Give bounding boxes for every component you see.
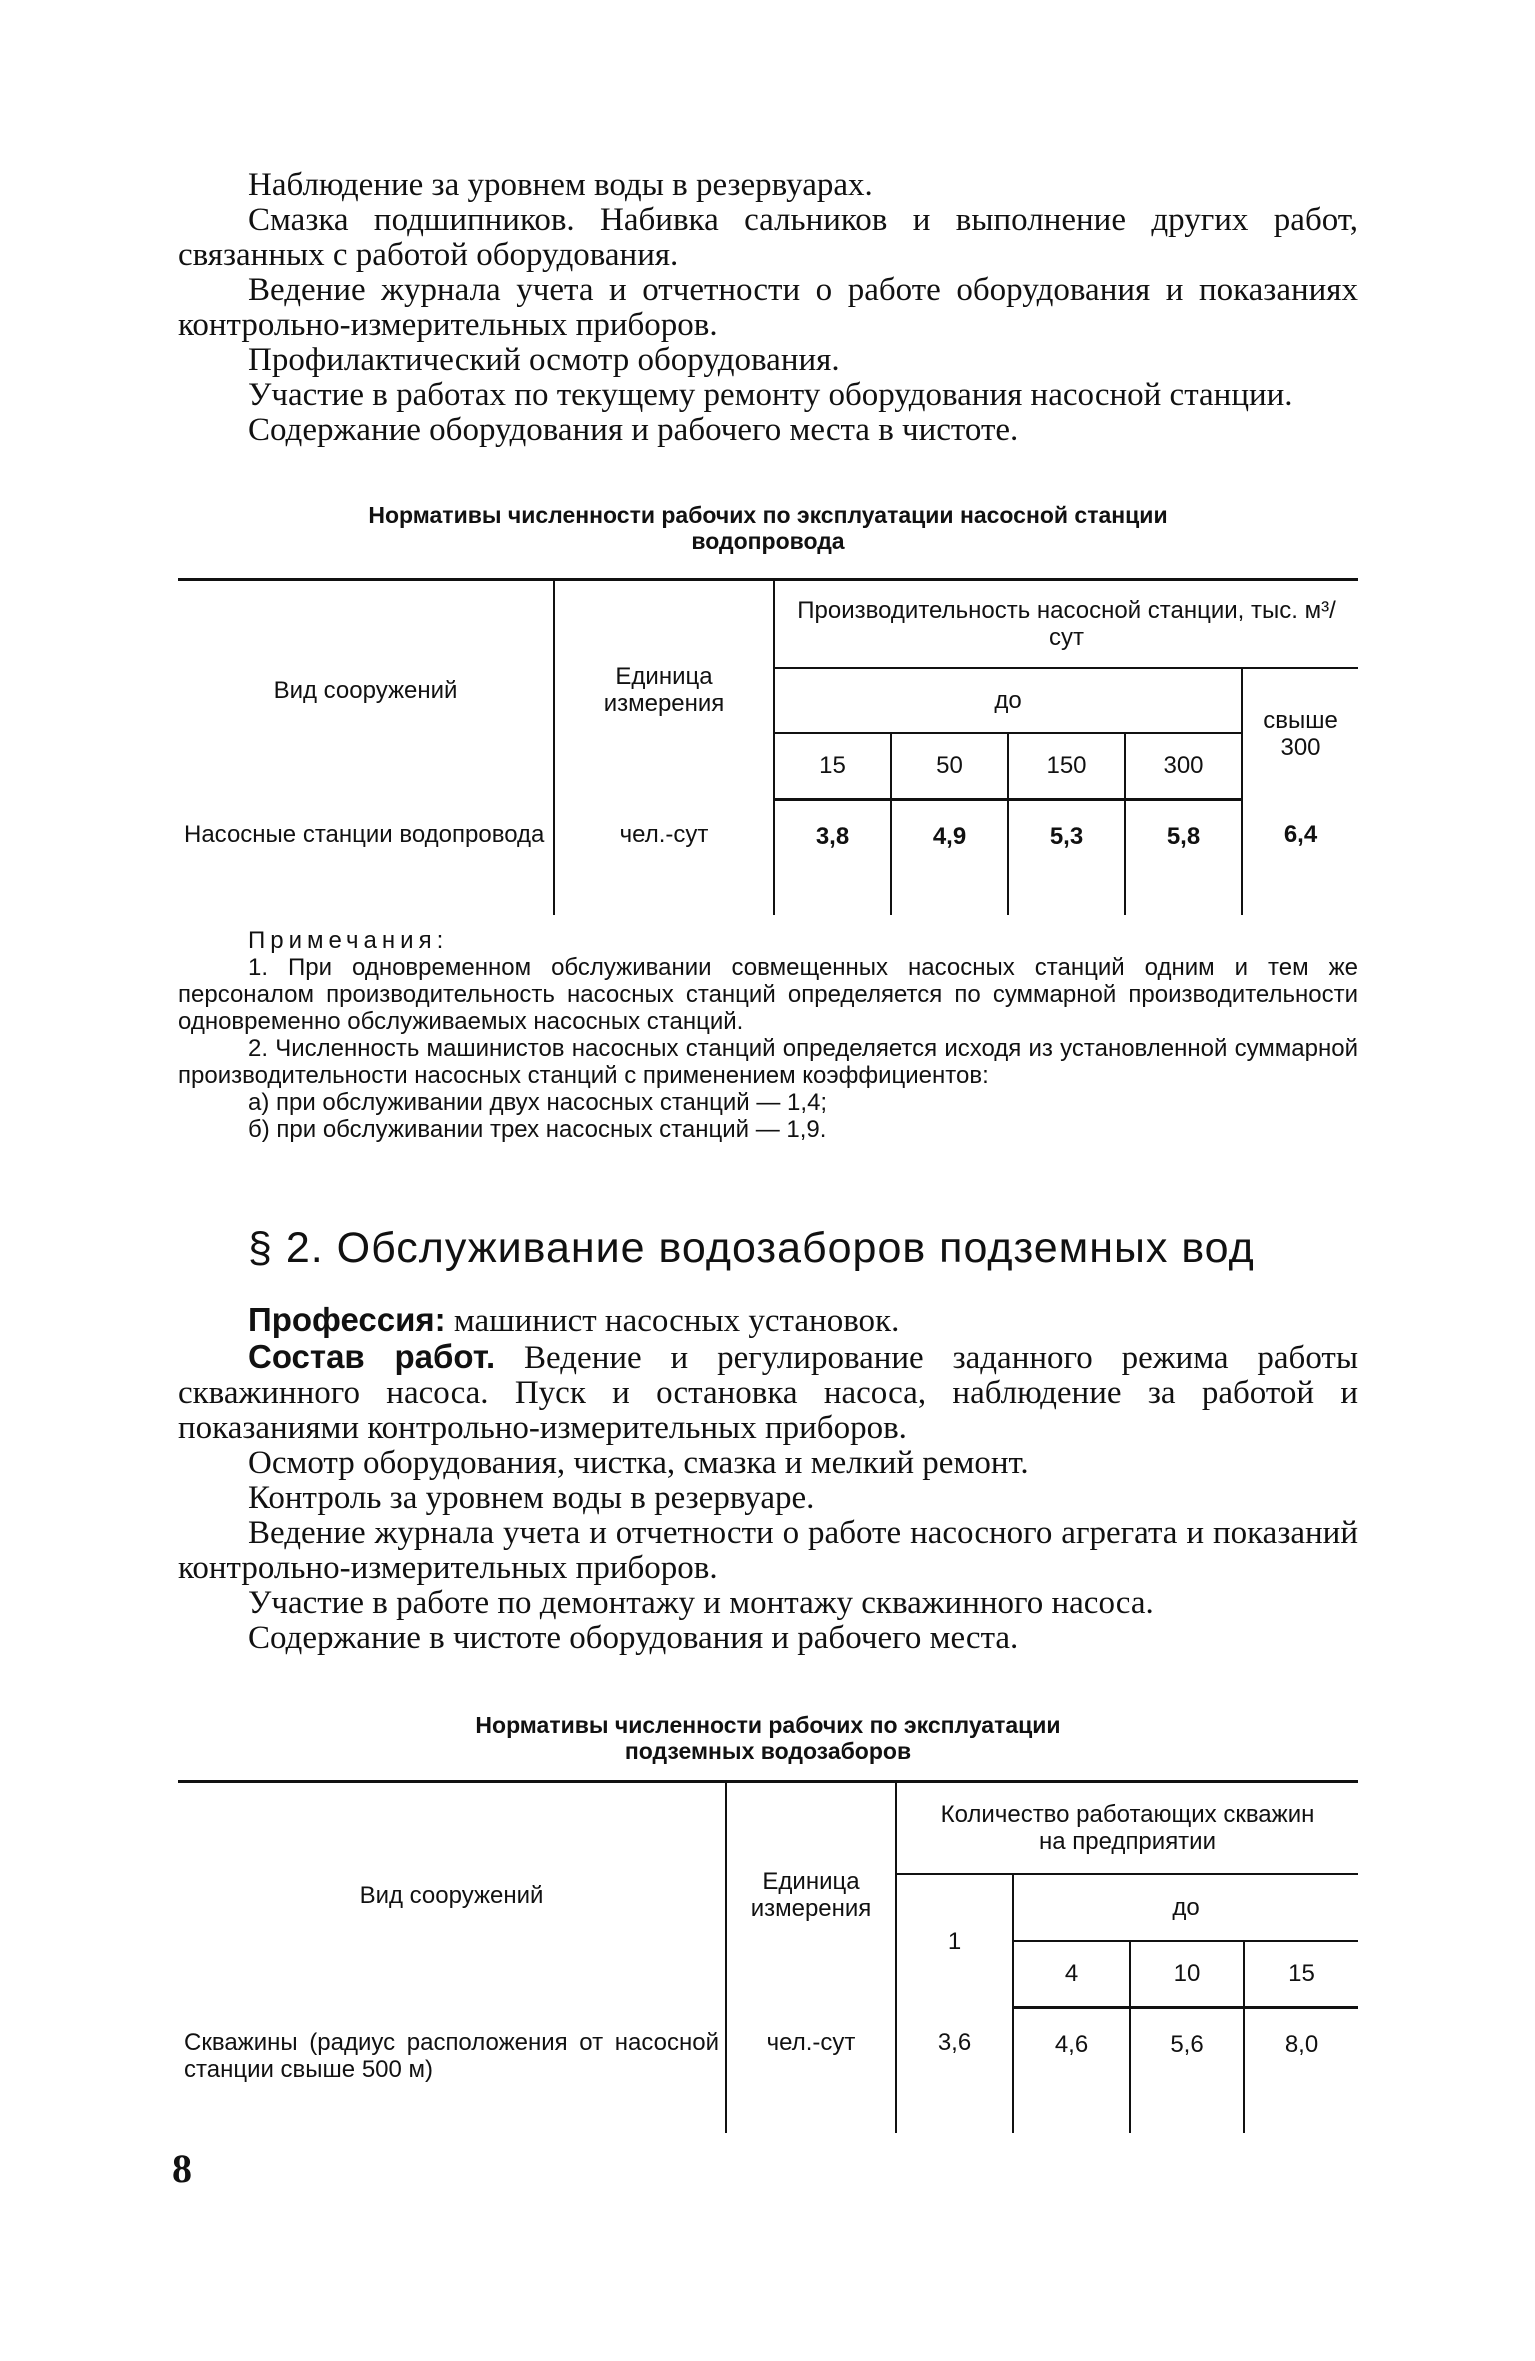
table2-cell: 3,6 (896, 2007, 1013, 2133)
work-paragraph (178, 1339, 1358, 1446)
table1-header-capacity: Производительность насосной станции, тыс. м³/сут (774, 580, 1358, 669)
table2-cell: 4,6 (1013, 2007, 1130, 2133)
section2-paragraph: Осмотр оборудования, чистка, смазка и мелкий ремонт. (248, 1445, 1029, 1481)
section2-heading-block (178, 1224, 1358, 1272)
table1-subheader: 150 (1008, 733, 1125, 800)
page-number: 8 (172, 2146, 192, 2191)
table1-cell: 5,8 (1125, 799, 1242, 915)
table1-cell: 5,3 (1008, 799, 1125, 915)
table2-header-upto: до (1013, 1874, 1358, 1941)
table1-header-upto: до (774, 668, 1242, 733)
table2-header-unit: Единица измерения (726, 1782, 896, 2008)
table1 (178, 578, 1358, 915)
table1-cell: 6,4 (1242, 799, 1358, 915)
profession-text: машинист насосных установок. (453, 1303, 900, 1339)
table2-subheader: 4 (1013, 1941, 1130, 2008)
table2-subheader: 10 (1130, 1941, 1244, 2008)
table2 (178, 1780, 1358, 2133)
section2-paragraph: Участие в работе по демонтажу и монтажу скважинного насоса. (248, 1585, 1154, 1621)
table2-cell: 8,0 (1244, 2007, 1358, 2133)
table1-caption (178, 502, 1358, 554)
note-item: б) при обслуживании трех насосных станций — 1,9. (248, 1116, 827, 1143)
note-item: а) при обслуживании двух насосных станций — 1,4; (248, 1089, 828, 1116)
table2-caption (178, 1712, 1358, 1764)
table2-cell: 5,6 (1130, 2007, 1244, 2133)
note-item: 1. При одновременном обслуживании совмещенных насосных станций одним и тем же персоналом производительность насосных станций определяется по суммарной производительности одновременно обслуживаемых насосных станций. (178, 954, 1358, 1035)
table1-row-type: Насосные станции водопровода (184, 821, 545, 848)
table1-header-type: Вид сооружений (178, 580, 554, 800)
table2-subheader: 15 (1244, 1941, 1358, 2008)
table2-row-type: Скважины (радиус расположения от насосной станции свыше 500 м) (184, 2029, 719, 2083)
intro-paragraph: Ведение журнала учета и отчетности о работе оборудования и показаниях контрольно-измерительных приборов. (178, 272, 1358, 343)
table2-caption-line1: Нормативы численности рабочих по эксплуатации (475, 1712, 1061, 1738)
table1-subheader: 300 (1125, 733, 1242, 800)
section2-body (178, 1302, 1358, 1656)
profession-label: Профессия: (248, 1301, 446, 1338)
intro-paragraph: Смазка подшипников. Набивка сальников и выполнение других работ, связанных с работой оборудования. (178, 202, 1358, 273)
section-heading: § 2. Обслуживание водозаборов подземных вод (248, 1224, 1255, 1272)
intro-block (178, 168, 1358, 448)
table2-row-unit: чел.-сут (726, 2007, 896, 2133)
table1-caption-line1: Нормативы численности рабочих по эксплуатации насосной станции (368, 502, 1168, 528)
intro-paragraph: Наблюдение за уровнем воды в резервуарах. (248, 167, 873, 203)
note-item: 2. Численность машинистов насосных станций определяется исходя из установленной суммарной производительности насосных станций с применением коэффициентов: (178, 1035, 1358, 1089)
table2-header-one: 1 (896, 1874, 1013, 2007)
table1-subheader: 15 (774, 733, 891, 800)
notes-title: Примечания: (248, 927, 449, 954)
table1-subheader: 50 (891, 733, 1008, 800)
section2-paragraph: Содержание в чистоте оборудования и рабочего места. (248, 1620, 1019, 1656)
table1-row-unit: чел.-сут (554, 799, 774, 915)
table1-cell: 4,9 (891, 799, 1008, 915)
table2-header-type: Вид сооружений (178, 1782, 726, 2008)
table1-caption-line2: водопровода (691, 528, 845, 554)
table1-cell: 3,8 (774, 799, 891, 915)
section2-paragraph: Контроль за уровнем воды в резервуаре. (248, 1480, 815, 1516)
intro-paragraph: Содержание оборудования и рабочего места в чистоте. (248, 412, 1019, 448)
intro-paragraph: Участие в работах по текущему ремонту оборудования насосной станции. (248, 377, 1293, 413)
intro-paragraph: Профилактический осмотр оборудования. (248, 342, 840, 378)
table2-caption-line2: подземных водозаборов (624, 1738, 912, 1764)
notes-block (178, 927, 1358, 1143)
table1-header-unit: Единица измерения (554, 580, 774, 800)
work-text: Ведение и регулирование заданного режима работы скважинного насоса. Пуск и остановка насоса, наблюдение за работой и показаниями контрольно-измерительных приборов. (178, 1340, 1358, 1446)
work-label: Состав работ. (248, 1338, 496, 1375)
section2-paragraph: Ведение журнала учета и отчетности о работе насосного агрегата и показаний контрольно-измерительных приборов. (178, 1515, 1358, 1586)
table1-header-over: свыше 300 (1242, 668, 1358, 799)
table2-header-count: Количество работающих скважин на предприятии (896, 1782, 1358, 1875)
profession-paragraph (178, 1302, 1358, 1339)
